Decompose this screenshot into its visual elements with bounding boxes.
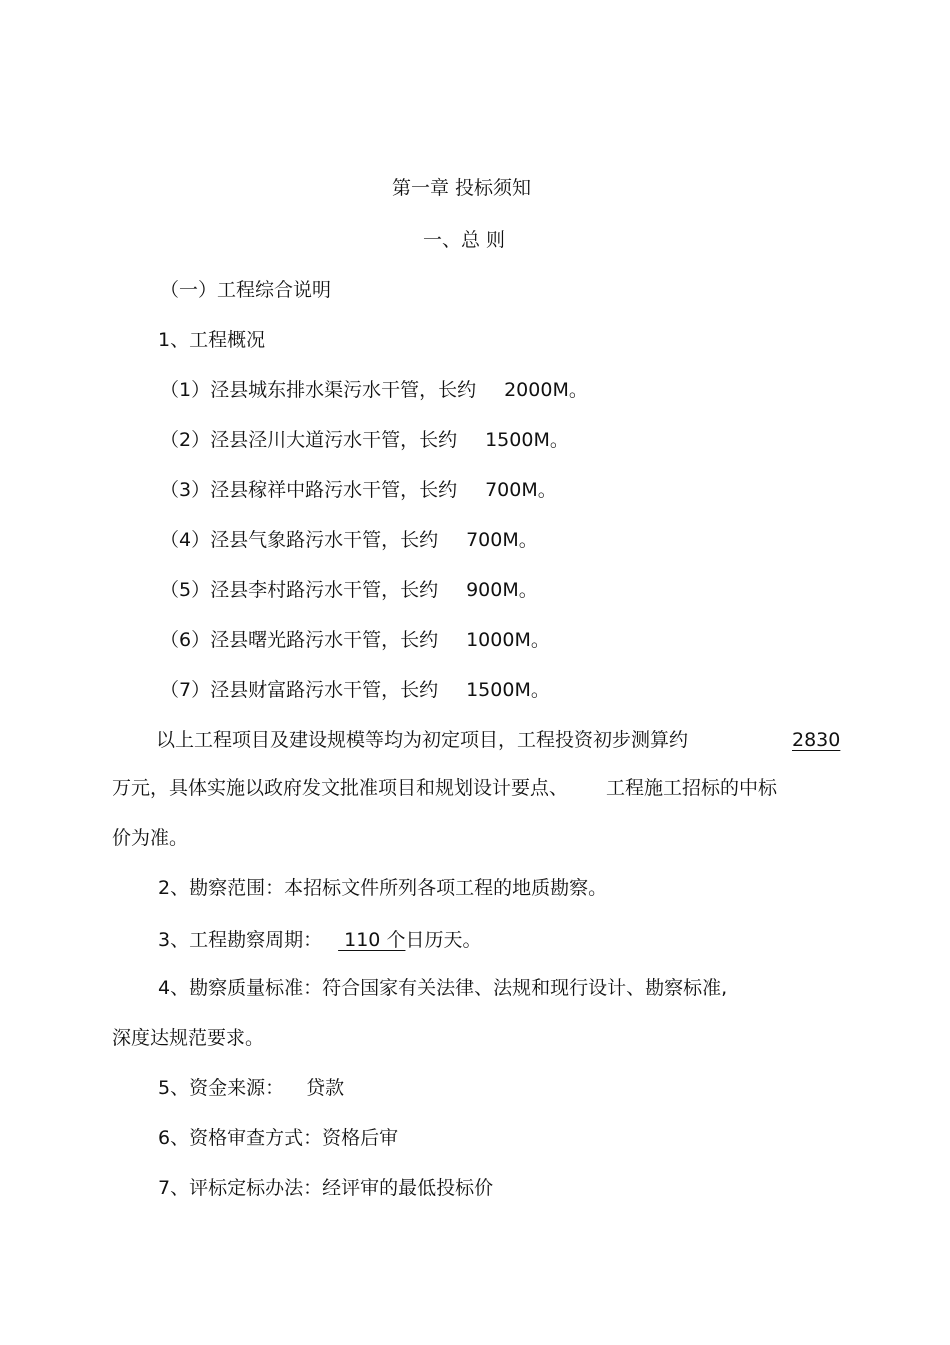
project-item [160, 378, 588, 402]
project-length: 2000M [504, 379, 569, 401]
quality-standard-line-2: 深度达规范要求。 [112, 1027, 265, 1049]
funding-source [158, 1076, 344, 1100]
investment-line-2-a: 万元，具体实施以政府发文批准项目和规划设计要点、 [112, 777, 569, 799]
project-name: （1）泾县城东排水渠污水干管，长约 [160, 379, 477, 401]
project-suffix: 。 [537, 479, 557, 501]
investment-amount: 2830 [792, 729, 841, 751]
project-length: 1500M [485, 429, 550, 451]
project-length: 700M [466, 529, 519, 551]
project-length: 900M [466, 579, 519, 601]
project-item [160, 478, 557, 502]
project-length: 1500M [466, 679, 531, 701]
project-name: （4）泾县气象路污水干管，长约 [160, 529, 439, 551]
evaluation-method: 7、评标定标办法：经评审的最低投标价 [158, 1177, 494, 1199]
project-length: 700M [485, 479, 538, 501]
project-length: 1000M [466, 629, 531, 651]
project-suffix: 。 [518, 579, 538, 601]
project-item [160, 578, 538, 602]
project-item [160, 528, 538, 552]
investment-line-3: 价为准。 [112, 827, 189, 849]
chapter-title: 第一章 投标须知 [392, 177, 532, 199]
overview-heading: 1、工程概况 [158, 329, 266, 351]
subsection-title: （一）工程综合说明 [160, 279, 332, 301]
project-name: （7）泾县财富路污水干管，长约 [160, 679, 439, 701]
project-suffix: 。 [549, 429, 569, 451]
project-item [160, 628, 550, 652]
survey-period [158, 928, 481, 952]
survey-period-value: 110 个 [338, 929, 406, 951]
quality-standard-line-1: 4、勘察质量标准：符合国家有关法律、法规和现行设计、勘察标准, [158, 977, 728, 999]
project-item [160, 428, 569, 452]
funding-source-label: 5、资金来源： [158, 1077, 285, 1099]
project-name: （5）泾县李村路污水干管，长约 [160, 579, 439, 601]
project-name: （3）泾县稼祥中路污水干管，长约 [160, 479, 458, 501]
project-name: （2）泾县泾川大道污水干管，长约 [160, 429, 458, 451]
section-title: 一、总 则 [423, 229, 506, 251]
project-name: （6）泾县曙光路污水干管，长约 [160, 629, 439, 651]
project-suffix: 。 [530, 629, 550, 651]
project-suffix: 。 [518, 529, 538, 551]
survey-scope: 2、勘察范围：本招标文件所列各项工程的地质勘察。 [158, 877, 608, 899]
project-suffix: 。 [530, 679, 550, 701]
investment-line-1: 以上工程项目及建设规模等均为初定项目，工程投资初步测算约 [156, 729, 689, 751]
project-item [160, 678, 550, 702]
survey-period-label: 3、工程勘察周期： [158, 929, 323, 951]
investment-line-2-b: 工程施工招标的中标 [606, 777, 778, 799]
project-suffix: 。 [568, 379, 588, 401]
qualification-review: 6、资格审查方式：资格后审 [158, 1127, 399, 1149]
survey-period-suffix: 日历天。 [405, 929, 482, 951]
funding-source-value: 贷款 [306, 1077, 345, 1099]
investment-line-2 [112, 776, 777, 800]
